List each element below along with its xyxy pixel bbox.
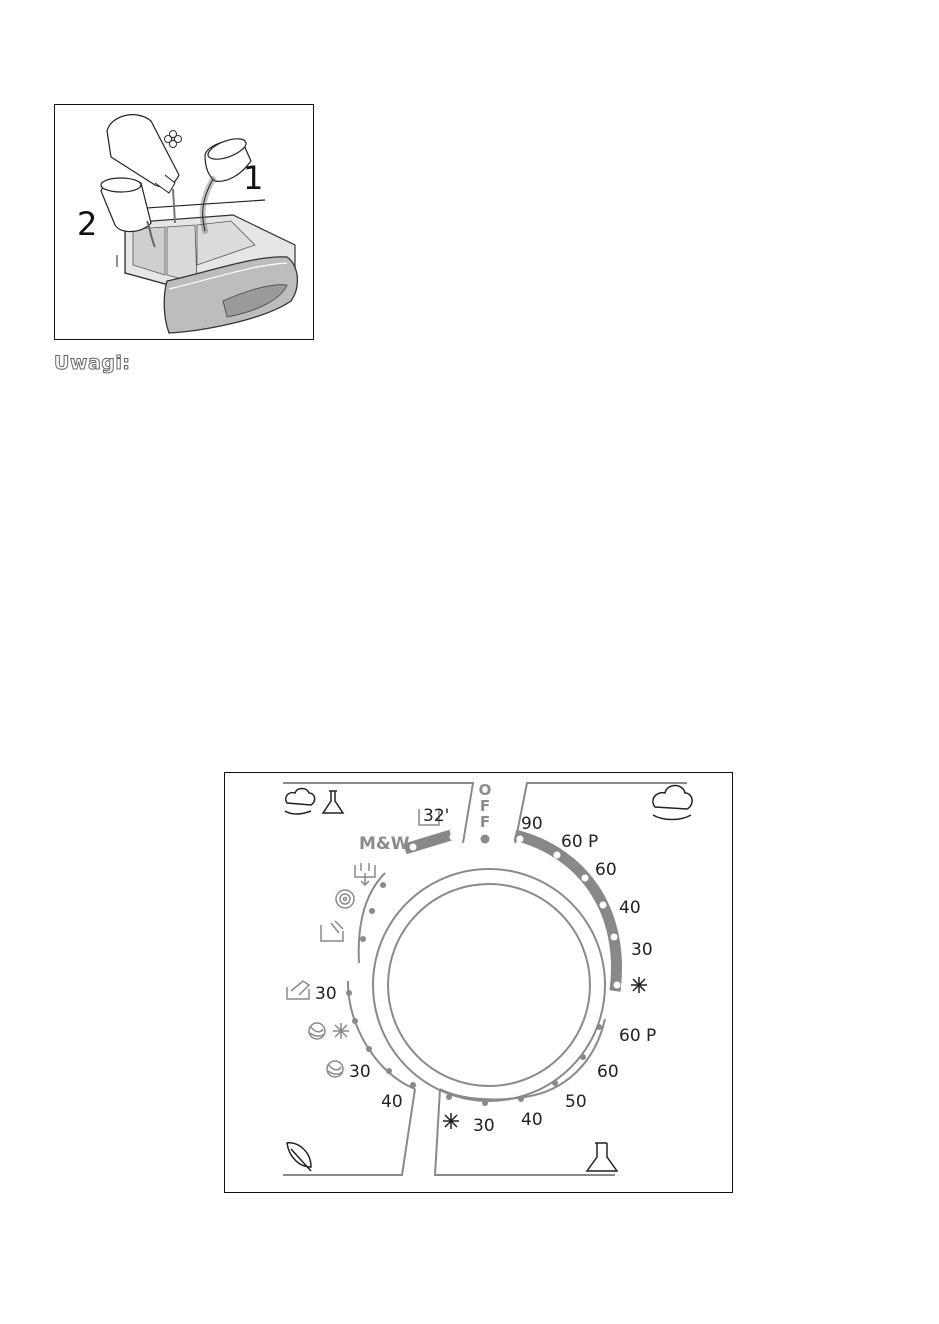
cold-icon-right — [631, 977, 647, 993]
off-letter-f2: F — [479, 813, 491, 831]
pre-wash-icon — [321, 921, 343, 941]
delicate-icon — [327, 1061, 343, 1077]
off-letter-f1: F — [479, 797, 491, 815]
compartment-2-label: 2 — [77, 205, 98, 243]
program-selector-dial — [224, 772, 733, 1193]
label-handwash-30: 30 — [315, 984, 337, 1004]
label-cotton-90: 90 — [521, 814, 543, 834]
label-left-40: 40 — [381, 1092, 403, 1112]
leaf-icon — [287, 1143, 311, 1171]
notes-heading: Uwagi: — [54, 352, 131, 374]
cold-icon-left — [333, 1023, 349, 1039]
label-synth-50: 50 — [565, 1092, 587, 1112]
label-cotton-60: 60 — [595, 860, 617, 880]
cotton-icon — [653, 786, 692, 820]
label-synth-30: 30 — [473, 1116, 495, 1136]
cold-icon-bottom — [443, 1113, 459, 1129]
label-cotton-60p: 60 P — [561, 832, 599, 852]
label-delicate-30: 30 — [349, 1062, 371, 1082]
wool-icon — [309, 1023, 325, 1039]
label-quick-time: 32' — [423, 806, 450, 826]
label-cotton-30: 30 — [631, 940, 653, 960]
detergent-drawer-figure — [54, 104, 314, 340]
spin-icon — [336, 890, 354, 908]
label-synth-40: 40 — [521, 1110, 543, 1130]
label-cotton-40: 40 — [619, 898, 641, 918]
cotton-steam-icon — [285, 789, 315, 815]
quick-wash-icon — [419, 806, 449, 826]
detergent-drawer-illustration — [55, 105, 315, 341]
rinse-icon — [355, 863, 375, 885]
compartment-1-label: 1 — [243, 159, 264, 197]
flask-icon — [587, 1143, 617, 1171]
synthetics-flask-icon — [323, 791, 343, 813]
label-synth-60p: 60 P — [619, 1026, 657, 1046]
off-letter-o: O — [478, 781, 492, 799]
label-mw: M&W — [359, 834, 410, 854]
dial-diagram — [225, 773, 734, 1194]
label-synth-60: 60 — [597, 1062, 619, 1082]
handwash-icon — [287, 981, 309, 999]
